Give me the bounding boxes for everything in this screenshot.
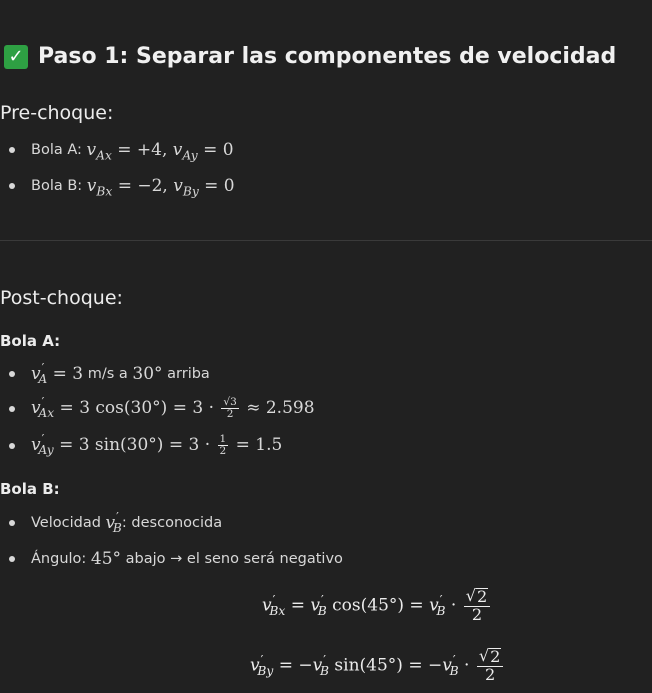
- unit-text: m/s a: [87, 366, 128, 382]
- formula-post-a-speed: $v'_A = 3$: [31, 361, 84, 387]
- bullet: [9, 520, 15, 526]
- list-item: [0, 176, 235, 199]
- formula-post-a-x: $v'_{Ax} = 3$ cos(30°) = 3 · $\frac{√3}{2}$ ≈ 2.598: [31, 395, 315, 421]
- unknown-text: : desconocida: [121, 515, 223, 531]
- ball-a-title: Bola A:: [0, 332, 61, 350]
- direction-text: arriba: [167, 366, 210, 382]
- angle-label: Ángulo:: [31, 551, 87, 567]
- bullet: [9, 183, 15, 189]
- pre-choque-title: Pre-choque:: [0, 102, 114, 124]
- list-item: [0, 434, 282, 457]
- bullet: [9, 147, 15, 153]
- formula-post-a-y: $v'_{Ay} = 3$ sin(30°) = 3 · $\frac{1}{2}$ = 1.5: [31, 432, 283, 458]
- list-item-label: Bola A:: [31, 142, 82, 158]
- fraction-sqrt3-over-2: $\frac{√3}{2}$: [223, 396, 237, 421]
- section-divider: [0, 240, 652, 241]
- formula-pre-a: $v_{Ax} = +4$, $v_{Ay} = 0$: [86, 140, 234, 163]
- bullet: [9, 443, 15, 449]
- step-heading: [4, 44, 616, 69]
- angle-note: abajo → el seno será negativo: [125, 551, 343, 567]
- angle-45: 45°: [90, 549, 122, 569]
- list-item: [0, 510, 223, 536]
- formula-pre-b: $v_{Bx} = -2$, $v_{By} = 0$: [86, 176, 235, 199]
- fraction-1-over-2: $\frac{1}{2}$: [219, 433, 227, 458]
- equation-vby: $v'_{By} = -v'_B$ $\sin(45^\circ) = -v'_B$ · √ 2 2: [250, 648, 505, 684]
- step-heading-text: Paso 1: Separar las componentes de velocidad: [38, 44, 617, 69]
- list-item-label: Bola B:: [31, 178, 83, 194]
- check-mark-button-icon: ✓: [4, 45, 28, 69]
- fraction-sqrt2-over-2: √ 2 2: [477, 648, 504, 684]
- fraction-sqrt2-over-2: √ 2 2: [464, 588, 491, 624]
- bullet: [9, 371, 15, 377]
- equation-vbx: $v'_{Bx} = v'_B$ $\cos(45^\circ) = v'_B$ · √ 2 2: [262, 588, 492, 624]
- list-item: [0, 361, 210, 387]
- formula-vb-prime: $v'_B$: [105, 510, 122, 536]
- list-item: [0, 397, 315, 420]
- bullet: [9, 556, 15, 562]
- velocity-label: Velocidad: [31, 515, 101, 531]
- angle-value: 30°: [132, 364, 163, 384]
- bullet: [9, 406, 15, 412]
- ball-b-title: Bola B:: [0, 480, 60, 498]
- post-choque-title: Post-choque:: [0, 287, 123, 309]
- list-item: [0, 140, 234, 163]
- list-item: [0, 549, 343, 569]
